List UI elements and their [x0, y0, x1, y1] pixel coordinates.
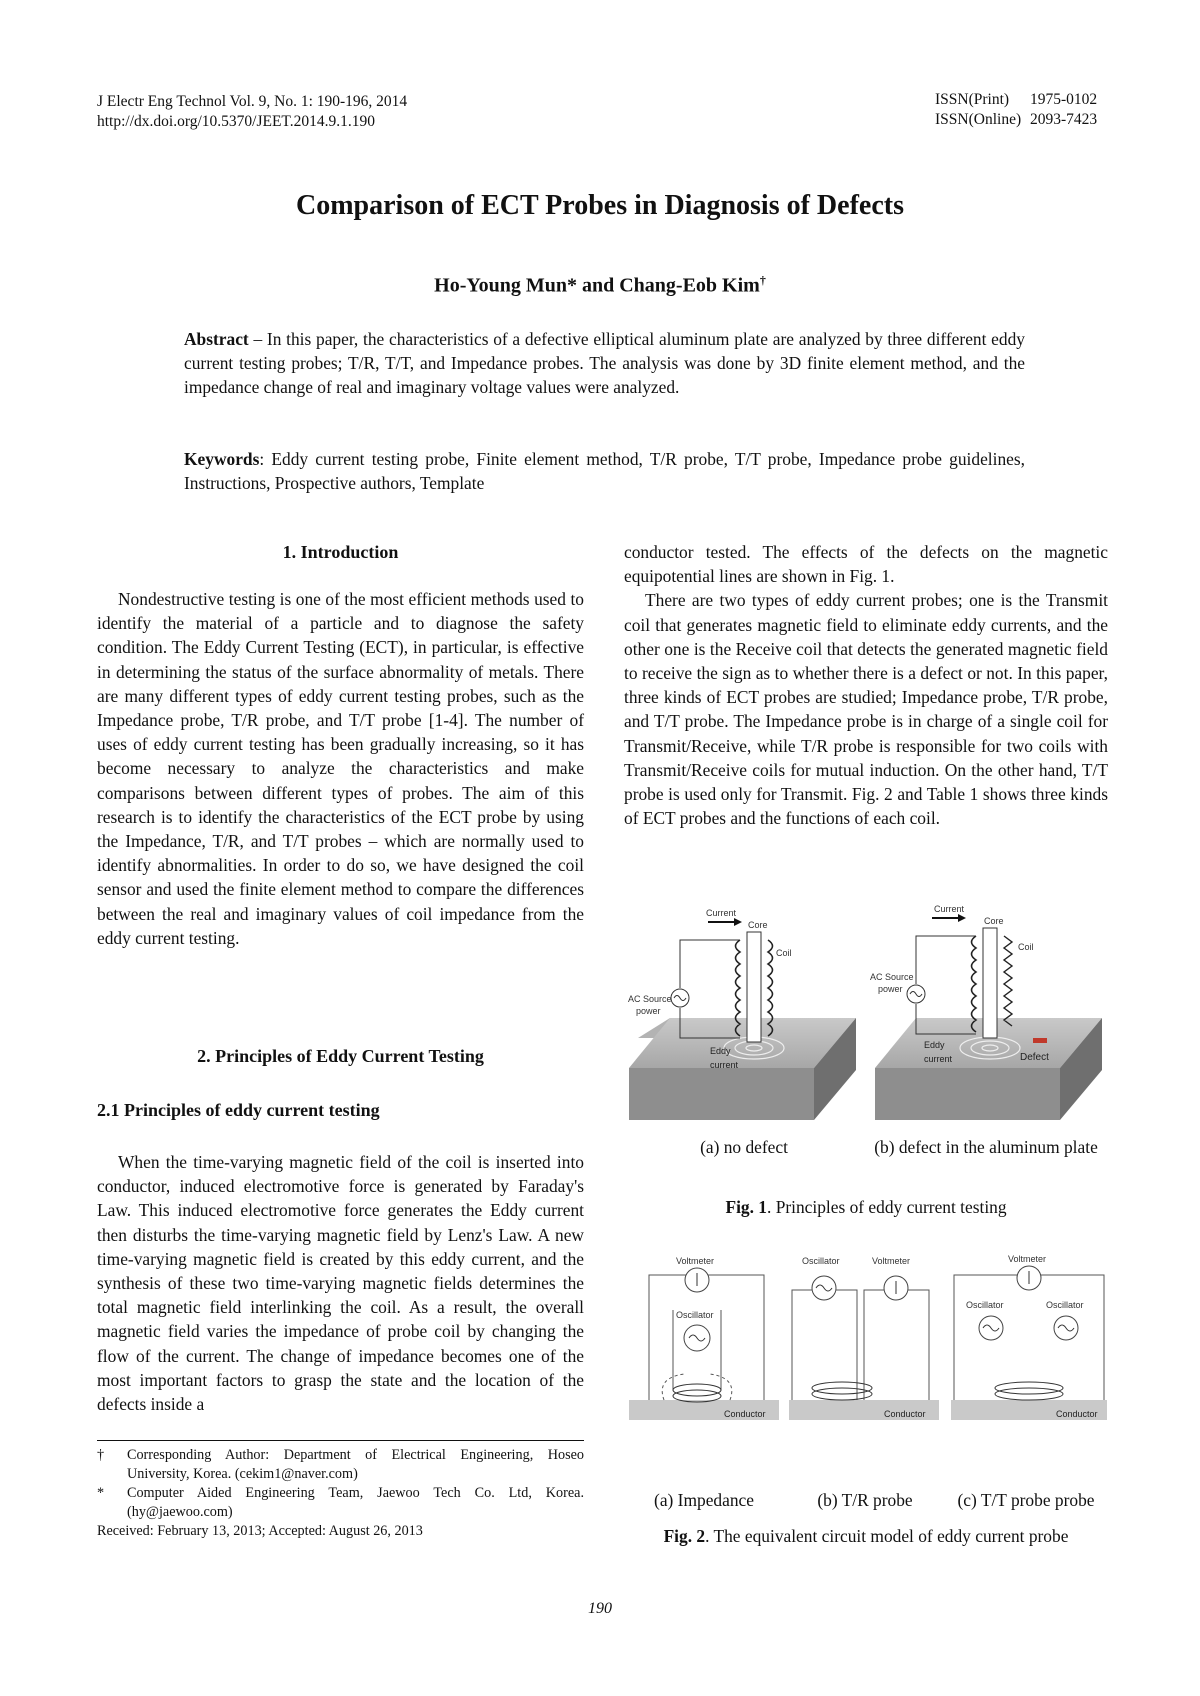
fig2a-voltmeter-label: Voltmeter	[676, 1256, 715, 1266]
fig1a-core-label: Core	[748, 920, 768, 930]
figure-2a-diagram	[629, 1256, 779, 1420]
fig1b-ac-source-label: AC Source	[870, 972, 914, 982]
fig2a-conductor-label: Conductor	[724, 1409, 766, 1419]
figure-1a-diagram	[628, 908, 856, 1120]
issn-print: 1975-0102	[1030, 91, 1098, 108]
footnotes	[97, 1446, 584, 1541]
abstract-label: Abstract	[184, 329, 249, 349]
fig1a-power-label: power	[636, 1006, 661, 1016]
fig1b-current2-label: current	[924, 1054, 953, 1064]
figure-1b-caption: (b) defect in the aluminum plate	[874, 1137, 1098, 1157]
abstract	[184, 327, 1025, 400]
fig2a-oscillator-label: Oscillator	[676, 1310, 714, 1320]
keywords-label: Keywords	[184, 449, 260, 469]
journal-citation: J Electr Eng Technol Vol. 9, No. 1: 190-196, 2014	[97, 93, 408, 110]
author-names: Ho-Young Mun* and Chang-Eob Kim	[434, 274, 760, 297]
figure-2	[624, 1250, 1108, 1422]
section-1-title: 1. Introduction	[282, 542, 399, 562]
author-mark: †	[759, 273, 766, 287]
fig2c-conductor-label: Conductor	[1056, 1409, 1098, 1419]
journal-header	[97, 92, 407, 132]
doi-link[interactable]: http://dx.doi.org/10.5370/JEET.2014.9.1.190	[97, 113, 375, 130]
figure-2-caption	[612, 1525, 1120, 1548]
figure-1-label: Fig. 1	[725, 1197, 767, 1217]
fig1b-coil-label: Coil	[1018, 942, 1034, 952]
figure-2-caption-text: . The equivalent circuit model of eddy current probe	[705, 1526, 1069, 1546]
fig1b-current-label: Current	[934, 904, 965, 914]
fig1b-power-label: power	[878, 984, 903, 994]
subsection-paragraph: When the time-varying magnetic field of the coil is inserted into conductor, induced electromotive force is generated by Faraday's Law. This induced electromotive force generates the Eddy current then disturbs the time-varying magnetic field by Lenz's Law. A new time-varying magnetic field is created by this eddy current, and the synthesis of these two time-varying magnetic fields determines the total magnetic field interlinking the coil. As a result, the overall magnetic field varies the impedance of probe coil by changing the flow of the current. The change of impedance becomes one of the most important factors to grasp the state and the location of the defects inside a	[97, 1152, 584, 1415]
issn-online: 2093-7423	[1030, 111, 1098, 128]
fig1a-coil-label: Coil	[776, 948, 792, 958]
fig2c-oscillator-1-label: Oscillator	[966, 1300, 1004, 1310]
fig1a-ac-source-label: AC Source	[628, 994, 672, 1004]
subsection-2-1-body	[97, 1150, 584, 1416]
fig1b-eddy-label: Eddy	[924, 1040, 945, 1050]
fig1b-defect-label: Defect	[1020, 1052, 1049, 1063]
footnote-2-mark: *	[97, 1485, 105, 1501]
fig2b-voltmeter-label: Voltmeter	[872, 1256, 911, 1266]
subsection-2-1-title: 2.1 Principles of eddy current testing	[97, 1100, 380, 1120]
fig2c-oscillator-2-label: Oscillator	[1046, 1300, 1084, 1310]
figure-1a-caption: (a) no defect	[700, 1137, 788, 1157]
issn-print-label: ISSN(Print)	[935, 91, 1010, 108]
fig1a-current2-label: current	[710, 1060, 739, 1070]
section-2-title: 2. Principles of Eddy Current Testing	[197, 1046, 484, 1066]
probe-types-paragraph: There are two types of eddy current probes; one is the Transmit coil that generates magnetic field to eliminate eddy currents, and the other one is the Receive coil that detects the generated magnetic field to receive the sign as to whether there is a defect or not. In this paper, three kinds of ECT probes are studied; Impedance probe, T/R probe, and T/T probe. The Impedance probe is in charge of a single coil for Transmit/Receive, while T/R probe is responsible for two coils with Transmit/Receive coils for mutual induction. On the other hand, T/T probe is used only for Transmit. Fig. 2 and Table 1 shows three kinds of ECT probes and the functions of each coil.	[624, 590, 1108, 829]
figure-1-caption-text: . Principles of eddy current testing	[767, 1197, 1007, 1217]
page-number: 190	[588, 1600, 612, 1617]
issn-online-label: ISSN(Online)	[935, 111, 1022, 128]
footnote-1-text: Corresponding Author: Department of Electrical Engineering, Hoseo University, Korea. (cekim1@naver.com)	[127, 1447, 584, 1482]
authors	[0, 273, 1200, 298]
footnote-1-mark: †	[97, 1447, 105, 1463]
figure-2b-diagram	[789, 1256, 939, 1420]
figure-2-label: Fig. 2	[663, 1526, 706, 1546]
figure-1	[624, 898, 1108, 1120]
figure-2a-caption: (a) Impedance	[654, 1490, 754, 1510]
figure-2c-caption: (c) T/T probe probe	[957, 1490, 1095, 1510]
fig1a-current-label: Current	[706, 908, 737, 918]
fig1a-eddy-label: Eddy	[710, 1046, 731, 1056]
fig2b-conductor-label: Conductor	[884, 1409, 926, 1419]
continued-paragraph: conductor tested. The effects of the defects on the magnetic equipotential lines are shown in Fig. 1.	[624, 542, 1108, 587]
issn-block	[935, 90, 1097, 130]
figure-2c-diagram	[951, 1254, 1107, 1420]
intro-body	[97, 587, 584, 950]
right-column-text	[624, 540, 1108, 830]
figure-2b-caption: (b) T/R probe	[817, 1490, 913, 1510]
keywords-text: : Eddy current testing probe, Finite element method, T/R probe, T/T probe, Impedance probe guidelines, Instructions, Prospective authors, Template	[184, 449, 1025, 494]
footnote-1	[97, 1446, 584, 1484]
footnote-2-text: Computer Aided Engineering Team, Jaewoo Tech Co. Ltd, Korea. (hy@jaewoo.com)	[127, 1485, 584, 1520]
fig2c-voltmeter-label: Voltmeter	[1008, 1254, 1047, 1264]
fig1b-core-label: Core	[984, 916, 1004, 926]
keywords	[184, 447, 1025, 495]
footnote-divider	[97, 1440, 584, 1441]
figure-1-caption	[624, 1196, 1108, 1219]
fig2b-oscillator-label: Oscillator	[802, 1256, 840, 1266]
received-dates: Received: February 13, 2013; Accepted: August 26, 2013	[97, 1523, 423, 1539]
figure-1b-diagram	[870, 904, 1102, 1120]
abstract-text: – In this paper, the characteristics of a defective elliptical aluminum plate are analyzed by three different eddy current testing probes; T/R, T/T, and Impedance probes. The analysis was done by 3D finite element method, and the impedance change of real and imaginary voltage values were analyzed.	[184, 329, 1025, 398]
footnote-2	[97, 1484, 584, 1522]
intro-paragraph: Nondestructive testing is one of the most efficient methods used to identify the material of a particle and to diagnose the safety condition. The Eddy Current Testing (ECT), in particular, is effective in determining the status of the surface abnormality of metals. There are many different types of eddy current testing probes, such as the Impedance probe, T/R probe, and T/T probe [1-4]. The number of uses of eddy current testing has been gradually increasing, so it has become necessary to analyze the characteristics and make comparisons between different types of probes. The aim of this research is to identify the characteristics of the ECT probe by using the Impedance, T/R, and T/T probes – which are normally used to identify abnormalities. In order to do so, we have designed the coil sensor and used the finite element method to compare the differences between the real and imaginary values of coil impedance from the eddy current testing.	[97, 589, 584, 948]
paper-title: Comparison of ECT Probes in Diagnosis of Defects	[296, 190, 904, 221]
